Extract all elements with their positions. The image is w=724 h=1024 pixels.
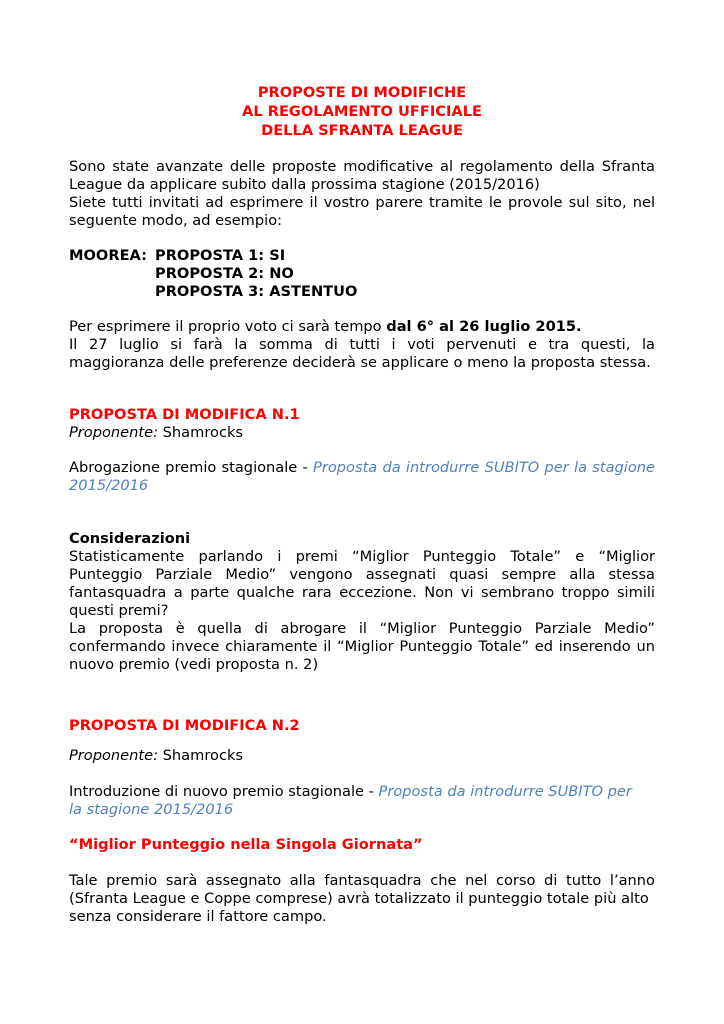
award-line-3: senza considerare il fattore campo. (69, 908, 327, 925)
proposal-1-desc-note-2: 2015/2016 (69, 477, 149, 494)
considerations-line-3: fantasquadra a parte qualche rara eccezione. Non vi sembrano troppo simili (69, 584, 655, 601)
proposal-1-heading: PROPOSTA DI MODIFICA N.1 (69, 406, 300, 423)
example-proposal-1: PROPOSTA 1: SI (155, 247, 286, 264)
considerations-heading: Considerazioni (69, 530, 191, 547)
proposal-2-proponent-name: Shamrocks (158, 747, 244, 764)
considerations-line-4: questi premi? (69, 602, 169, 619)
proposal-1-proponent-name: Shamrocks (158, 424, 244, 441)
intro-line-3: Siete tutti invitati ad esprimere il vostro parere tramite le provole sul sito, nel (69, 194, 655, 211)
doc-title-line-1: PROPOSTE DI MODIFICHE (257, 84, 467, 101)
proposal-2-heading: PROPOSTA DI MODIFICA N.2 (69, 717, 300, 734)
considerations-line-1: Statisticamente parlando i premi “Miglior Punteggio Totale” e “Miglior (69, 548, 655, 565)
proposal-2-proponent-label: Proponente: (69, 747, 159, 764)
proposal-1-desc-line-1 (69, 459, 655, 477)
voting-dates: dal 6° al 26 luglio 2015. (386, 318, 582, 335)
voting-text: Per esprimere il proprio voto ci sarà tempo (69, 318, 387, 335)
example-label: MOOREA: (69, 247, 147, 264)
doc-title-line-2: AL REGOLAMENTO UFFICIALE (242, 103, 482, 120)
intro-paragraph (69, 158, 655, 230)
doc-title-line-3: DELLA SFRANTA LEAGUE (261, 122, 463, 139)
considerations-line-7: nuovo premio (vedi proposta n. 2) (69, 656, 319, 673)
proposal-2-proponent (69, 747, 655, 765)
considerations-line-6: confermando invece chiaramente il “Miglior Punteggio Totale” ed inserendo un (69, 638, 655, 655)
example-proposal-2: PROPOSTA 2: NO (155, 265, 294, 282)
considerations-line-5: La proposta è quella di abrogare il “Miglior Punteggio Parziale Medio” (69, 620, 655, 637)
considerations-paragraph (69, 548, 655, 674)
proposal-1-proponent-label: Proponente: (69, 424, 159, 441)
considerations-line-2: Punteggio Parziale Medio” vengono assegnati quasi sempre alla stessa (69, 566, 655, 583)
intro-line-2: League da applicare subito dalla prossima stagione (2015/2016) (69, 176, 540, 193)
award-line-1: Tale premio sarà assegnato alla fantasquadra che nel corso di tutto l’anno (69, 872, 655, 889)
voting-line-1 (69, 318, 655, 336)
intro-line-1: Sono state avanzate delle proposte modificative al regolamento della Sfranta (69, 158, 655, 175)
proposal-1-desc-note: Proposta da introdurre SUBITO per la stagione (313, 459, 655, 476)
voting-paragraph (69, 318, 655, 372)
proposal-1-desc-text: Abrogazione premio stagionale - (69, 459, 314, 476)
intro-line-4: seguente modo, ad esempio: (69, 212, 283, 229)
proposal-2-desc-note: Proposta da introdurre SUBITO per (378, 783, 632, 800)
voting-line-3: maggioranza delle preferenze deciderà se applicare o meno la proposta stessa. (69, 354, 651, 371)
proposal-2-desc-text: Introduzione di nuovo premio stagionale - (69, 783, 379, 800)
proposal-1-proponent (69, 424, 655, 442)
award-paragraph (69, 872, 655, 926)
proposal-1-description (69, 459, 655, 495)
voting-line-2: Il 27 luglio si farà la somma di tutti i voti pervenuti e tra questi, la (69, 336, 655, 353)
proposal-2-description (69, 783, 655, 819)
proposal-2-desc-line-1 (69, 783, 655, 801)
example-proposal-3: PROPOSTA 3: ASTENTUO (155, 283, 358, 300)
award-title: “Miglior Punteggio nella Singola Giornata” (69, 836, 423, 853)
award-line-2: (Sfranta League e Coppe comprese) avrà totalizzato il punteggio totale più alto (69, 890, 649, 907)
proposal-2-desc-note-2: la stagione 2015/2016 (69, 801, 234, 818)
